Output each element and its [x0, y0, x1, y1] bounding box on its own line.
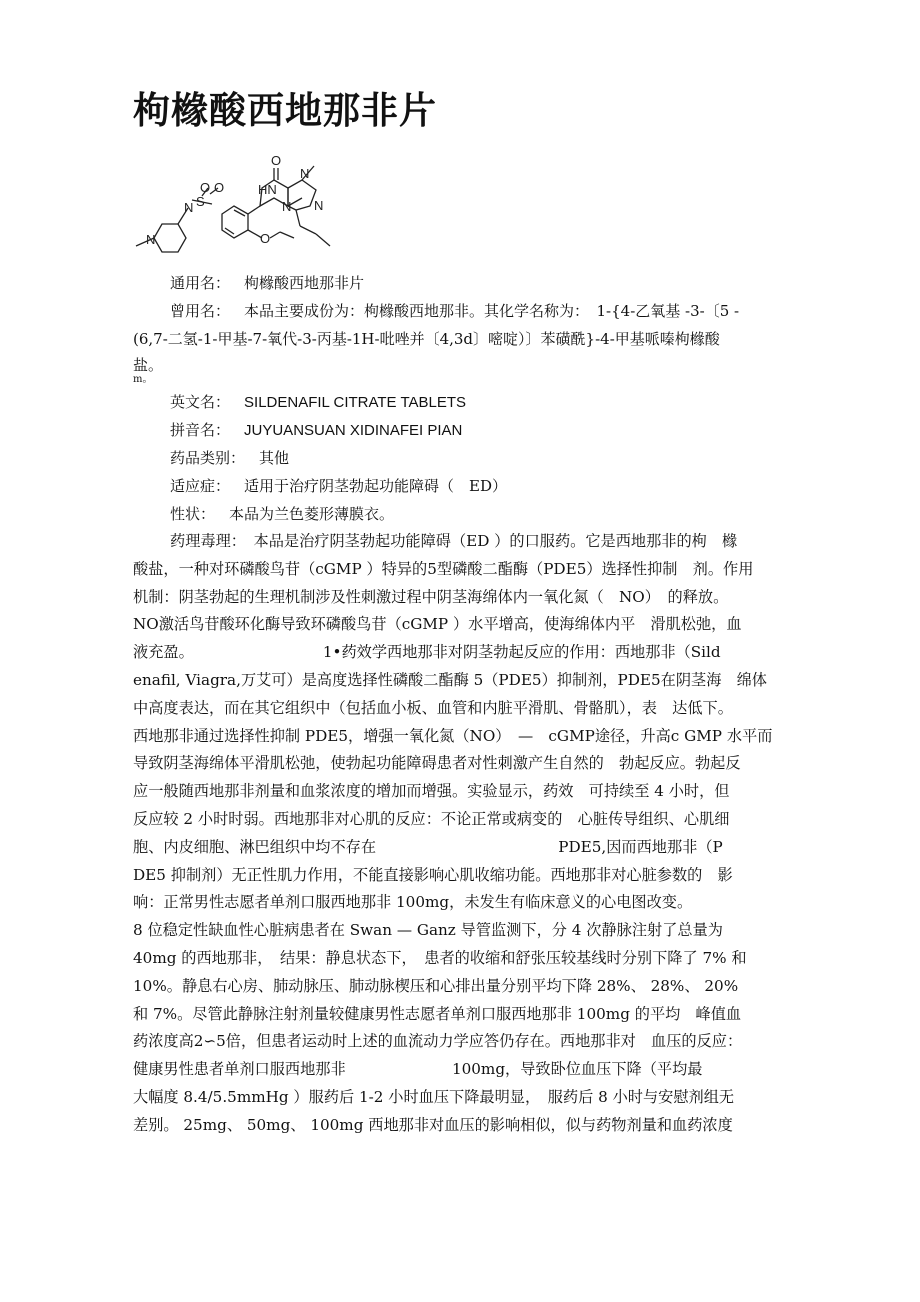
appearance-row: [170, 504, 394, 524]
body-line: 40mg 的西地那非， 结果：静息状态下， 患者的收缩和舒张压较基线时分别下降了 7% 和: [133, 948, 747, 967]
body-line: 酸盐，一种对环磷酸鸟苷（cGMP ）特异的5型磷酸二酯酶（PDE5）选择性抑制 剂。作用: [133, 559, 754, 578]
body-line: 大幅度 8.4/5.5mmHg ）服药后 1-2 小时血压下降最明显， 服药后 8 小时与安慰剂组无: [133, 1087, 735, 1106]
pharmacology-section: [133, 528, 793, 1140]
footnote: m。: [133, 374, 153, 385]
body-line: 胞、内皮细胞、淋巴组织中均不存在 PDE5,因而西地那非（P: [133, 837, 723, 856]
body-line: 10%。静息右心房、肺动脉压、肺动脉楔压和心排出量分别平均下降 28%、 28%、 20%: [133, 976, 739, 995]
body-line: 健康男性患者单剂口服西地那非 100mg，导致卧位血压下降（平均最: [133, 1060, 703, 1079]
body-line: 液充盈。 1•药效学西地那非对阴茎勃起反应的作用：西地那非（Sild: [133, 643, 721, 662]
generic-name-row: [170, 273, 364, 293]
pinyin-name-value: JUYUANSUAN XIDINAFEI PIAN: [244, 422, 463, 439]
chemical-structure-diagram: [130, 148, 370, 258]
appearance-label: 性状：: [170, 505, 216, 523]
former-name-line3: 盐。: [133, 356, 164, 374]
pinyin-name-label: 拼音名：: [170, 421, 231, 439]
body-line: 导致阴茎海绵体平滑肌松弛，使勃起功能障碍患者对性刺激产生自然的 勃起反应。勃起反: [133, 754, 741, 773]
structure-label: HN: [258, 182, 277, 197]
english-name-label: 英文名：: [170, 393, 231, 411]
body-line: 机制：阴茎勃起的生理机制涉及性刺激过程中阴茎海绵体内一氧化氮（ NO） 的释放。: [133, 587, 729, 606]
structure-label: S: [196, 194, 205, 209]
structure-label: N: [314, 198, 324, 213]
former-name-row: [170, 301, 739, 321]
structure-label: O: [200, 180, 211, 195]
indication-row: [170, 476, 507, 496]
body-line: 西地那非通过选择性抑制 PDE5，增强一氧化氮（NO） — cGMP途径，升高c GMP 水平而: [133, 726, 773, 745]
pinyin-name-row: [170, 420, 462, 441]
body-line: 差别。 25mg、 50mg、 100mg 西地那非对血压的影响相似，似与药物剂量和血药浓度: [133, 1115, 733, 1134]
appearance-value: 本品为兰色菱形薄膜衣。: [229, 505, 395, 523]
former-name-line1: 本品主要成份为：枸橼酸西地那非。其化学名称为： 1-{4-乙氧基 -3-〔5 -: [244, 302, 740, 320]
former-name-label: 曾用名：: [170, 302, 231, 320]
body-line: 响：正常男性志愿者单剂口服西地那非 100mg，未发生有临床意义的心电图改变。: [133, 893, 693, 912]
category-label: 药品类别：: [170, 449, 246, 467]
body-line: 药理毒理： 本品是治疗阴茎勃起功能障碍（ED ）的口服药。它是西地那非的枸 橼: [170, 532, 738, 550]
body-line: 8 位稳定性缺血性心脏病患者在 Swan — Ganz 导管监测下，分 4 次静脉注射了总量为: [133, 921, 723, 940]
page-title: 枸橼酸西地那非片: [133, 89, 437, 132]
body-line: 和 7%。尽管此静脉注射剂量较健康男性志愿者单剂口服西地那非 100mg 的平均 峰值血: [133, 1004, 742, 1023]
english-name-row: [170, 392, 466, 413]
body-line: 中高度表达，而在其它组织中（包括血小板、血管和内脏平滑肌、骨骼肌），表 达低下。: [133, 698, 733, 717]
former-name-line2: (6,7-二氢-1-甲基-7-氧代-3-丙基-1H-吡唑并〔4,3d〕嘧啶）〕苯磺酰}-4-甲基哌嗪枸橼酸: [133, 330, 720, 348]
structure-label: N: [300, 166, 310, 181]
indication-value: 适用于治疗阴茎勃起功能障碍（ ED）: [244, 477, 507, 495]
generic-name-value: 枸橼酸西地那非片: [244, 274, 365, 292]
body-line: NO激活鸟苷酸环化酶导致环磷酸鸟苷（cGMP ）水平增高，使海绵体内平 滑肌松弛，血: [133, 615, 742, 634]
structure-label: N: [184, 200, 194, 215]
structure-label: O: [271, 153, 282, 168]
structure-label: N: [146, 232, 156, 247]
english-name-value: SILDENAFIL CITRATE TABLETS: [244, 394, 467, 411]
indication-label: 适应症：: [170, 477, 231, 495]
body-line: 药浓度高2∽5倍，但患者运动时上述的血流动力学应答仍存在。西地那非对 血压的反应：: [133, 1032, 743, 1051]
category-row: [170, 448, 289, 468]
body-line: 反应较 2 小时时弱。西地那非对心肌的反应：不论正常或病变的 心脏传导组织、心肌细: [133, 809, 730, 828]
structure-label: N: [282, 199, 292, 214]
structure-label: O: [214, 180, 225, 195]
generic-name-label: 通用名：: [170, 274, 231, 292]
body-line: 应一般随西地那非剂量和血浆浓度的增加而增强。实验显示，药效 可持续至 4 小时，但: [133, 782, 730, 801]
body-line: DE5 抑制剂）无正性肌力作用，不能直接影响心肌收缩功能。西地那非对心脏参数的 影: [133, 865, 733, 884]
body-line: enafil, Viagra,万艾可）是高度选择性磷酸二酯酶 5（PDE5）抑制剂，PDE5在阴茎海 绵体: [133, 670, 767, 689]
structure-label: O: [260, 231, 271, 246]
category-value: 其他: [259, 449, 290, 467]
